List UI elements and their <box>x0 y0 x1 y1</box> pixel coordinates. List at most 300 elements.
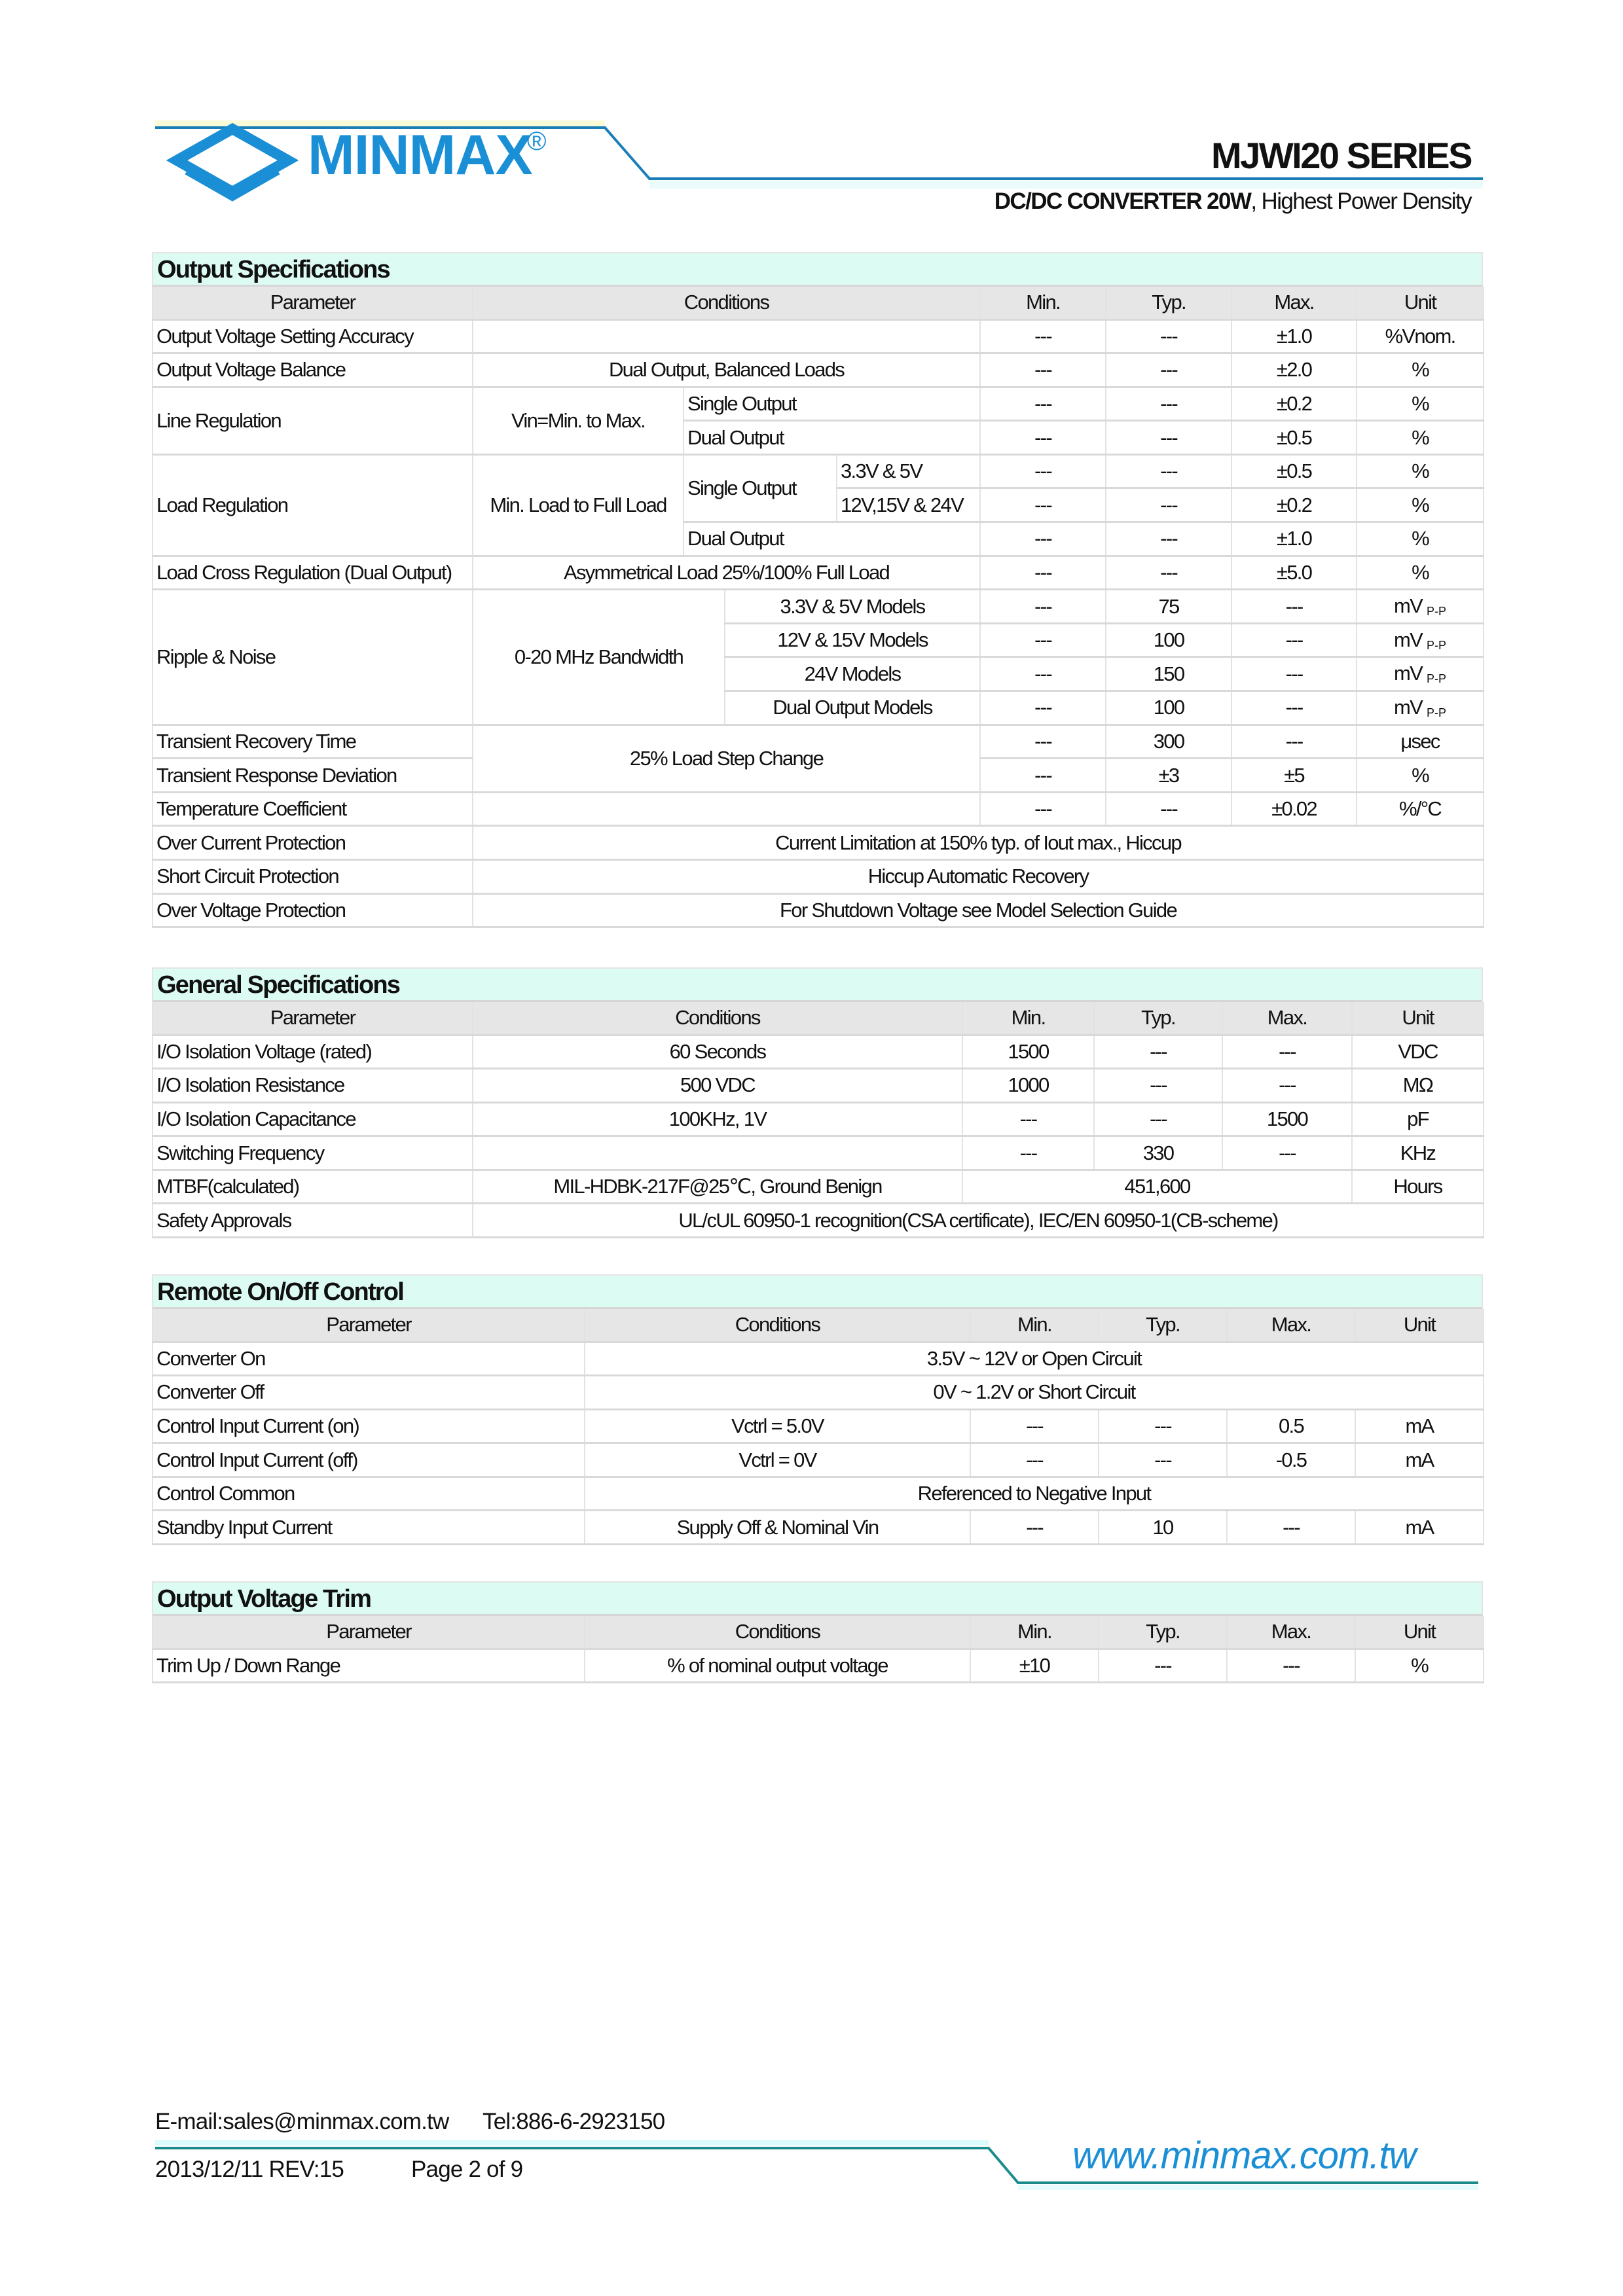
column-header <box>153 287 473 319</box>
cell-text: Temperature Coefficient <box>156 797 346 821</box>
table-cell <box>684 454 837 522</box>
cell-text: --- <box>1283 1653 1300 1677</box>
table-cell <box>1357 657 1484 691</box>
cell-text: Unit <box>1403 1620 1436 1643</box>
table-cell <box>1099 1409 1227 1443</box>
cell-text: --- <box>1160 493 1177 516</box>
cell-text: Min. Load to Full Load <box>490 493 666 516</box>
table-cell <box>473 1035 962 1069</box>
table-cell <box>1231 725 1357 759</box>
cell-text: Max. <box>1274 291 1314 314</box>
cell-text: Min. <box>1026 291 1060 314</box>
output-section <box>152 252 1483 928</box>
table-row <box>153 1649 1484 1683</box>
cell-text: 10 <box>1152 1515 1173 1539</box>
table-cell <box>1222 1136 1352 1170</box>
column-header <box>1227 1616 1355 1649</box>
cell-text: Dual Output <box>687 527 784 550</box>
table-cell <box>153 1511 585 1545</box>
table-cell <box>1222 1069 1352 1103</box>
table-cell <box>1352 1069 1484 1103</box>
cell-text: mV <box>1394 594 1423 618</box>
trim-section <box>152 1581 1483 1683</box>
cell-text: % <box>1412 358 1429 382</box>
table-cell <box>473 1204 1484 1238</box>
table-cell <box>1231 488 1357 522</box>
cell-text: %/°C <box>1398 797 1442 821</box>
cell-text: % <box>1412 560 1429 584</box>
table-cell <box>153 319 473 353</box>
table-cell <box>153 826 473 860</box>
table-cell <box>153 1136 473 1170</box>
table-cell <box>153 1409 585 1443</box>
table-cell <box>1355 1511 1484 1545</box>
cell-text: Unit <box>1402 1006 1434 1030</box>
table-cell <box>1231 657 1357 691</box>
cell-text: --- <box>1154 1448 1171 1471</box>
table-cell <box>1231 387 1357 421</box>
column-header <box>153 1616 585 1649</box>
cell-text: % <box>1412 493 1429 516</box>
cell-text: Max. <box>1271 1620 1311 1643</box>
table-cell <box>153 590 473 725</box>
cell-text: --- <box>1160 797 1177 821</box>
cell-text: Asymmetrical Load 25%/100% Full Load <box>563 560 890 584</box>
cell-text: Standby Input Current <box>156 1515 332 1539</box>
table-cell <box>962 1136 1094 1170</box>
cell-text: --- <box>1150 1039 1167 1063</box>
cell-text: mA <box>1405 1515 1434 1539</box>
table-cell <box>1222 1035 1352 1069</box>
table-cell <box>585 1477 1484 1511</box>
cell-text: Transient Recovery Time <box>156 729 356 753</box>
table-cell <box>980 387 1106 421</box>
unit-subscript: P-P <box>1427 672 1447 686</box>
cell-text: pF <box>1407 1107 1429 1130</box>
column-header <box>1355 1616 1484 1649</box>
subtitle-desc: , Highest Power Density <box>1250 188 1471 214</box>
table-cell <box>1231 556 1357 590</box>
cell-text: Dual Output, Balanced Loads <box>608 358 845 382</box>
table-cell <box>1222 1102 1352 1136</box>
table-cell <box>725 590 980 624</box>
cell-text: Safety Approvals <box>156 1208 291 1232</box>
table-cell <box>153 1204 473 1238</box>
table-cell <box>1227 1649 1355 1683</box>
table-cell <box>1106 725 1231 759</box>
table-cell <box>1099 1649 1227 1683</box>
table-cell <box>1106 319 1231 353</box>
cell-text: --- <box>1160 459 1177 483</box>
column-header <box>153 1002 473 1035</box>
table-cell <box>962 1102 1094 1136</box>
table-cell <box>1231 792 1357 826</box>
cell-text: --- <box>1034 797 1051 821</box>
cell-text: --- <box>1279 1141 1296 1164</box>
column-header <box>1094 1002 1222 1035</box>
table-cell <box>1106 691 1231 725</box>
cell-text: Typ. <box>1152 291 1186 314</box>
cell-text: Conditions <box>735 1620 820 1643</box>
cell-text: -0.5 <box>1275 1448 1307 1471</box>
cell-text: Transient Response Deviation <box>156 763 397 787</box>
section-title: Output Voltage Trim <box>152 1581 1483 1616</box>
table-cell <box>1094 1035 1222 1069</box>
table-row <box>153 319 1484 353</box>
table-cell <box>473 387 684 454</box>
table-cell <box>1106 454 1231 488</box>
cell-text: Dual Output <box>687 425 784 449</box>
cell-text: Control Input Current (on) <box>156 1414 359 1437</box>
table-cell <box>153 1170 473 1204</box>
table-cell <box>153 725 473 759</box>
table-cell <box>1231 522 1357 556</box>
table-cell <box>980 522 1106 556</box>
cell-text: Parameter <box>326 1313 411 1336</box>
table-row <box>153 1511 1484 1545</box>
table-cell <box>725 691 980 725</box>
table-cell <box>980 691 1106 725</box>
footer-date-rev: 2013/12/11 REV:15 <box>155 2157 344 2182</box>
table-cell <box>962 1035 1094 1069</box>
table-cell <box>1106 353 1231 387</box>
cell-text: --- <box>1279 1073 1296 1097</box>
table-cell <box>1231 454 1357 488</box>
cell-text: MTBF(calculated) <box>156 1175 299 1198</box>
cell-text: Hiccup Automatic Recovery <box>867 865 1089 888</box>
cell-text: 1000 <box>1008 1073 1049 1097</box>
table-cell <box>1357 522 1484 556</box>
header-row <box>153 1616 1484 1649</box>
cell-text: Single Output <box>687 476 796 499</box>
cell-text: --- <box>1019 1107 1037 1130</box>
table-cell <box>1231 691 1357 725</box>
header-row <box>153 1002 1484 1035</box>
table-cell <box>153 860 473 894</box>
table-cell <box>837 454 980 488</box>
header-row <box>153 1309 1484 1342</box>
table-row <box>153 1477 1484 1511</box>
table-cell <box>1106 623 1231 657</box>
cell-text: Typ. <box>1146 1620 1180 1643</box>
table-row <box>153 1342 1484 1376</box>
table-cell <box>473 319 980 353</box>
table-row <box>153 1170 1484 1204</box>
cell-text: --- <box>1034 527 1051 550</box>
table-cell <box>1231 353 1357 387</box>
cell-text: Trim Up / Down Range <box>156 1653 340 1677</box>
cell-text: Conditions <box>675 1006 760 1030</box>
table-cell <box>473 1102 962 1136</box>
cell-text: Conditions <box>735 1313 820 1336</box>
unit-subscript: P-P <box>1427 706 1447 719</box>
table-cell <box>473 1170 962 1204</box>
logo-text: MINMAX <box>308 124 532 187</box>
table-cell <box>1357 353 1484 387</box>
cell-text: ±0.5 <box>1276 459 1312 483</box>
cell-text: --- <box>1026 1515 1043 1539</box>
table-cell <box>1357 319 1484 353</box>
unit-subscript: P-P <box>1427 638 1447 652</box>
table-row <box>153 1069 1484 1103</box>
table-cell <box>970 1511 1099 1545</box>
registered-mark: ® <box>527 127 547 156</box>
cell-text: Vctrl = 0V <box>739 1448 816 1471</box>
table-row <box>153 893 1484 927</box>
table-cell <box>153 454 473 556</box>
cell-text: % <box>1412 459 1429 483</box>
table-row <box>153 556 1484 590</box>
table-row <box>153 387 1484 421</box>
footer-page: Page 2 of 9 <box>411 2157 523 2182</box>
cell-text: Current Limitation at 150% typ. of Iout max., Hiccup <box>775 831 1181 854</box>
column-header <box>1106 287 1231 319</box>
table-row <box>153 792 1484 826</box>
cell-text: 500 VDC <box>680 1073 755 1097</box>
table-cell <box>1094 1102 1222 1136</box>
cell-text: % <box>1412 763 1429 787</box>
cell-text: Line Regulation <box>156 408 281 432</box>
cell-text: 1500 <box>1266 1107 1308 1130</box>
table-cell <box>980 319 1106 353</box>
cell-text: I/O Isolation Resistance <box>156 1073 344 1097</box>
cell-text: %Vnom. <box>1385 324 1455 348</box>
cell-text: ±1.0 <box>1276 527 1312 550</box>
cell-text: Over Voltage Protection <box>156 898 346 922</box>
table-cell <box>473 860 1484 894</box>
cell-text: Typ. <box>1141 1006 1175 1030</box>
cell-text: 100 <box>1153 696 1184 719</box>
cell-text: ±0.02 <box>1271 797 1317 821</box>
cell-text: 12V,15V & 24V <box>841 493 964 516</box>
table-cell <box>153 556 473 590</box>
table-cell <box>684 421 980 455</box>
table-cell <box>1357 556 1484 590</box>
cell-text: Unit <box>1403 1313 1436 1336</box>
column-header <box>1222 1002 1352 1035</box>
cell-text: --- <box>1034 729 1051 753</box>
column-header <box>1352 1002 1484 1035</box>
general-table <box>152 1002 1484 1238</box>
cell-text: ±0.5 <box>1276 425 1312 449</box>
table-cell <box>1231 590 1357 624</box>
table-cell <box>1357 387 1484 421</box>
table-row <box>153 590 1484 624</box>
cell-text: --- <box>1026 1414 1043 1437</box>
cell-text: --- <box>1285 594 1303 618</box>
cell-text: Control Common <box>156 1482 295 1505</box>
table-cell <box>980 454 1106 488</box>
table-cell <box>473 556 980 590</box>
cell-text: mA <box>1405 1448 1434 1471</box>
cell-text: ±5.0 <box>1276 560 1312 584</box>
column-header <box>1355 1309 1484 1342</box>
column-header <box>1227 1309 1355 1342</box>
cell-text: VDC <box>1398 1039 1438 1063</box>
cell-text: --- <box>1160 324 1177 348</box>
website-link[interactable]: www.minmax.com.tw <box>1072 2134 1416 2177</box>
cell-text: Vctrl = 5.0V <box>731 1414 824 1437</box>
column-header <box>153 1309 585 1342</box>
table-cell <box>1352 1136 1484 1170</box>
table-cell <box>1231 623 1357 657</box>
cell-text: mV <box>1394 695 1423 719</box>
table-row <box>153 1204 1484 1238</box>
table-cell <box>837 488 980 522</box>
table-cell <box>980 623 1106 657</box>
table-cell <box>1357 725 1484 759</box>
table-row <box>153 1409 1484 1443</box>
cell-text: 3.3V & 5V Models <box>780 594 925 618</box>
table-cell <box>725 657 980 691</box>
table-cell <box>970 1409 1099 1443</box>
table-cell <box>1106 387 1231 421</box>
table-cell <box>153 1649 585 1683</box>
cell-text: I/O Isolation Capacitance <box>156 1107 356 1130</box>
subtitle-product: DC/DC CONVERTER 20W <box>994 188 1251 214</box>
table-cell <box>1357 488 1484 522</box>
table-cell <box>1357 421 1484 455</box>
cell-text: Parameter <box>270 291 356 314</box>
cell-text: --- <box>1034 459 1051 483</box>
table-cell <box>1357 759 1484 793</box>
cell-text: Conditions <box>684 291 769 314</box>
cell-text: --- <box>1279 1039 1296 1063</box>
column-header <box>473 1002 962 1035</box>
table-cell <box>725 623 980 657</box>
column-header <box>980 287 1106 319</box>
column-header <box>970 1616 1099 1649</box>
table-cell <box>153 759 473 793</box>
cell-text: ±0.2 <box>1276 391 1312 415</box>
footer-tel: Tel:886-6-2923150 <box>483 2109 665 2134</box>
table-cell <box>1106 522 1231 556</box>
cell-text: ±10 <box>1019 1653 1050 1677</box>
table-cell <box>153 893 473 927</box>
table-cell <box>585 1443 970 1477</box>
table-cell <box>153 353 473 387</box>
footer-email: E-mail:sales@minmax.com.tw <box>155 2109 449 2134</box>
cell-text: ±2.0 <box>1276 358 1312 382</box>
cell-text: 24V Models <box>804 662 901 685</box>
cell-text: --- <box>1285 696 1303 719</box>
table-cell <box>1227 1443 1355 1477</box>
cell-text: --- <box>1154 1653 1171 1677</box>
table-cell <box>473 893 1484 927</box>
table-cell <box>473 826 1484 860</box>
cell-text: Min. <box>1017 1620 1051 1643</box>
remote-section <box>152 1274 1483 1545</box>
cell-text: --- <box>1034 493 1051 516</box>
table-cell <box>1106 556 1231 590</box>
cell-text: 0V ~ 1.2V or Short Circuit <box>933 1380 1135 1404</box>
table-cell <box>980 590 1106 624</box>
cell-text: --- <box>1019 1141 1037 1164</box>
table-cell <box>1352 1170 1484 1204</box>
table-cell <box>1099 1443 1227 1477</box>
cell-text: 12V & 15V Models <box>777 628 928 652</box>
table-cell <box>1106 759 1231 793</box>
cell-text: --- <box>1150 1073 1167 1097</box>
table-cell <box>980 792 1106 826</box>
subtitle <box>994 188 1471 215</box>
table-cell <box>1106 488 1231 522</box>
column-header <box>585 1616 970 1649</box>
table-cell <box>473 1069 962 1103</box>
table-cell <box>473 1136 962 1170</box>
table-cell <box>585 1649 970 1683</box>
cell-text: 451,600 <box>1124 1175 1190 1198</box>
table-cell <box>153 387 473 454</box>
table-cell <box>585 1342 1484 1376</box>
cell-text: --- <box>1160 358 1177 382</box>
cell-text: UL/cUL 60950-1 recognition(CSA certificate), IEC/EN 60950-1(CB-scheme) <box>678 1208 1278 1232</box>
cell-text: ±5 <box>1284 763 1304 787</box>
table-cell <box>473 725 980 792</box>
cell-text: Typ. <box>1146 1313 1180 1336</box>
cell-text: 25% Load Step Change <box>629 746 824 770</box>
cell-text: 1500 <box>1008 1039 1049 1063</box>
table-row <box>153 725 1484 759</box>
trim-table <box>152 1616 1484 1683</box>
table-cell <box>1231 759 1357 793</box>
cell-text: 100KHz, 1V <box>668 1107 767 1130</box>
unit-subscript: P-P <box>1427 605 1447 619</box>
cell-text: Load Cross Regulation (Dual Output) <box>156 560 452 584</box>
cell-text: ±3 <box>1158 763 1179 787</box>
table-cell <box>1357 454 1484 488</box>
table-cell <box>1099 1511 1227 1545</box>
table-cell <box>962 1069 1094 1103</box>
table-row <box>153 1376 1484 1410</box>
cell-text: Load Regulation <box>156 493 288 516</box>
table-cell <box>980 759 1106 793</box>
table-cell <box>153 1376 585 1410</box>
cell-text: 60 Seconds <box>669 1039 766 1063</box>
cell-text: 75 <box>1158 594 1179 618</box>
table-cell <box>1227 1409 1355 1443</box>
cell-text: --- <box>1160 391 1177 415</box>
cell-text: --- <box>1034 696 1051 719</box>
cell-text: Ripple & Noise <box>156 645 276 668</box>
cell-text: KHz <box>1400 1141 1436 1164</box>
table-cell <box>473 353 980 387</box>
cell-text: Supply Off & Nominal Vin <box>676 1515 879 1539</box>
section-title: General Specifications <box>152 967 1483 1002</box>
cell-text: Max. <box>1267 1006 1307 1030</box>
table-cell <box>153 1035 473 1069</box>
cell-text: MIL-HDBK-217F@25℃, Ground Benign <box>553 1175 882 1198</box>
table-row <box>153 826 1484 860</box>
cell-text: 150 <box>1153 662 1184 685</box>
table-cell <box>980 556 1106 590</box>
table-cell <box>1106 421 1231 455</box>
cell-text: Output Voltage Balance <box>156 358 346 382</box>
cell-text: Unit <box>1404 291 1436 314</box>
cell-text: mA <box>1405 1414 1434 1437</box>
header-row <box>153 287 1484 319</box>
table-cell <box>684 387 980 421</box>
cell-text: --- <box>1026 1448 1043 1471</box>
cell-text: 3.3V & 5V <box>841 459 922 483</box>
table-cell <box>1231 421 1357 455</box>
cell-text: Min. <box>1011 1006 1046 1030</box>
section-title: Output Specifications <box>152 252 1483 287</box>
cell-text: Parameter <box>326 1620 411 1643</box>
table-row <box>153 454 1484 488</box>
table-row <box>153 353 1484 387</box>
cell-text: Max. <box>1271 1313 1311 1336</box>
